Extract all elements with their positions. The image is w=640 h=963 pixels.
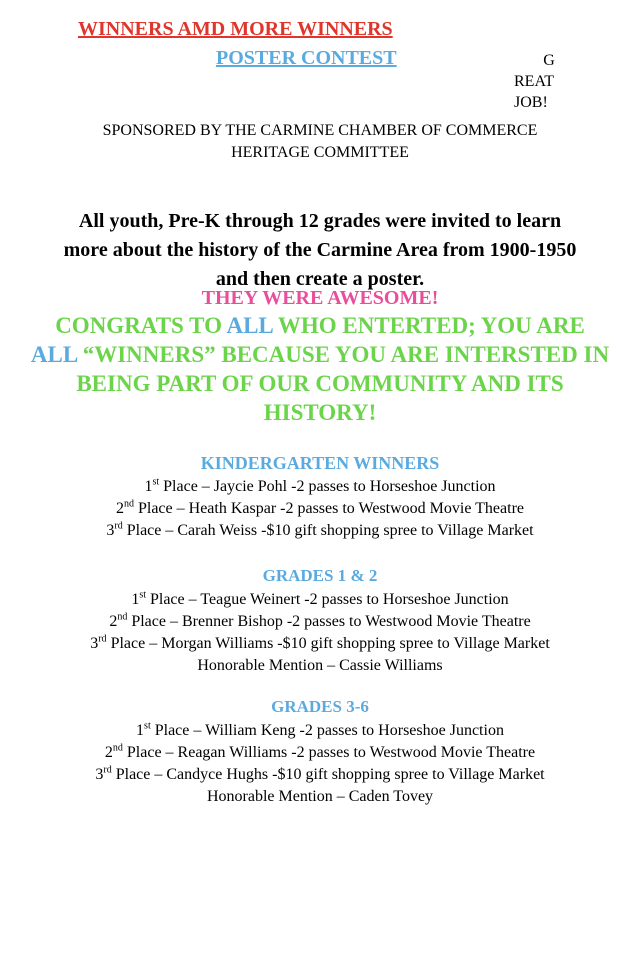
winner-text: Place – Teague Weinert -2 passes to Horseshoe Junction xyxy=(145,591,509,608)
place-suffix: rd xyxy=(98,633,107,645)
place-number: 2 xyxy=(115,500,124,517)
place-number: 1 xyxy=(144,478,153,495)
great-job-line: G xyxy=(543,52,555,69)
winner-text: Place – Jaycie Pohl -2 passes to Horseshoe Junction xyxy=(159,478,496,495)
place-number: 3 xyxy=(90,635,99,652)
intro-line: more about the history of the Carmine Area from 1900-1950 xyxy=(63,239,577,261)
place-number: 2 xyxy=(104,744,113,761)
winner-entry xyxy=(0,520,640,542)
winner-text: Place – Morgan Williams -$10 gift shopping spree to Village Market xyxy=(106,635,550,652)
place-suffix: nd xyxy=(117,611,128,623)
winner-entry xyxy=(0,720,640,742)
winner-entry xyxy=(0,633,640,655)
place-number: 1 xyxy=(131,591,140,608)
place-number: 3 xyxy=(95,766,104,783)
winner-text: Place – Carah Weiss -$10 gift shopping spree to Village Market xyxy=(122,522,534,539)
sponsor-line: SPONSORED BY THE CARMINE CHAMBER OF COMMERCE xyxy=(102,122,538,139)
section-heading: KINDERGARTEN WINNERS xyxy=(200,453,440,473)
honorable-mention: Honorable Mention – Caden Tovey xyxy=(206,788,434,805)
winner-text: Place – Candyce Hughs -$10 gift shopping spree to Village Market xyxy=(111,766,545,783)
winner-entry xyxy=(0,742,640,764)
winner-entry xyxy=(0,589,640,611)
poster-title: WINNERS AMD MORE WINNERS xyxy=(78,18,393,40)
section-kindergarten xyxy=(0,450,640,542)
winner-entry xyxy=(0,611,640,633)
great-job-note xyxy=(514,50,570,113)
place-suffix: nd xyxy=(112,742,123,754)
winner-text: Place – Heath Kaspar -2 passes to Westwood Movie Theatre xyxy=(133,500,524,517)
place-suffix: rd xyxy=(103,764,112,776)
intro-line: and then create a poster. xyxy=(215,268,425,290)
honorable-mention: Honorable Mention – Cassie Williams xyxy=(197,657,443,674)
intro-line: All youth, Pre-K through 12 grades were invited to learn xyxy=(78,210,562,232)
winner-entry xyxy=(0,476,640,498)
place-suffix: st xyxy=(139,589,146,601)
section-heading: GRADES 3-6 xyxy=(271,697,369,716)
section-grades-1-2 xyxy=(0,563,640,677)
place-number: 1 xyxy=(136,722,145,739)
place-suffix: rd xyxy=(114,520,123,532)
great-job-line: REAT xyxy=(514,73,554,90)
winner-text: Place – Reagan Williams -2 passes to Westwood Movie Theatre xyxy=(122,744,536,761)
great-job-line: JOB! xyxy=(514,94,548,111)
congrats-all: ALL xyxy=(30,342,77,367)
congrats-text: CONGRATS TO xyxy=(55,313,227,338)
awesome-banner: THEY WERE AWESOME! xyxy=(201,287,439,309)
winner-entry xyxy=(0,764,640,786)
winner-text: Place – William Keng -2 passes to Horseshoe Junction xyxy=(150,722,504,739)
sponsor-block xyxy=(0,120,640,164)
place-number: 2 xyxy=(109,613,118,630)
place-suffix: st xyxy=(144,720,151,732)
place-suffix: st xyxy=(152,476,160,488)
winner-text: Place – Brenner Bishop -2 passes to Westwood Movie Theatre xyxy=(127,613,531,630)
section-grades-3-6 xyxy=(0,694,640,808)
congrats-all: ALL xyxy=(226,313,273,338)
section-heading: GRADES 1 & 2 xyxy=(262,566,378,585)
congrats-text: WHO ENTERTED; YOU ARE xyxy=(272,313,585,338)
sponsor-line: HERITAGE COMMITTEE xyxy=(231,144,409,161)
congrats-message xyxy=(30,311,610,427)
intro-paragraph xyxy=(20,207,620,294)
winner-entry xyxy=(0,498,640,520)
congrats-text: “WINNERS” BECAUSE YOU ARE INTERSTED IN BEING PART OF OUR COMMUNITY AND ITS HISTORY! xyxy=(76,342,610,425)
poster-subtitle: POSTER CONTEST xyxy=(216,47,397,69)
place-number: 3 xyxy=(106,522,115,539)
place-suffix: nd xyxy=(123,498,134,510)
